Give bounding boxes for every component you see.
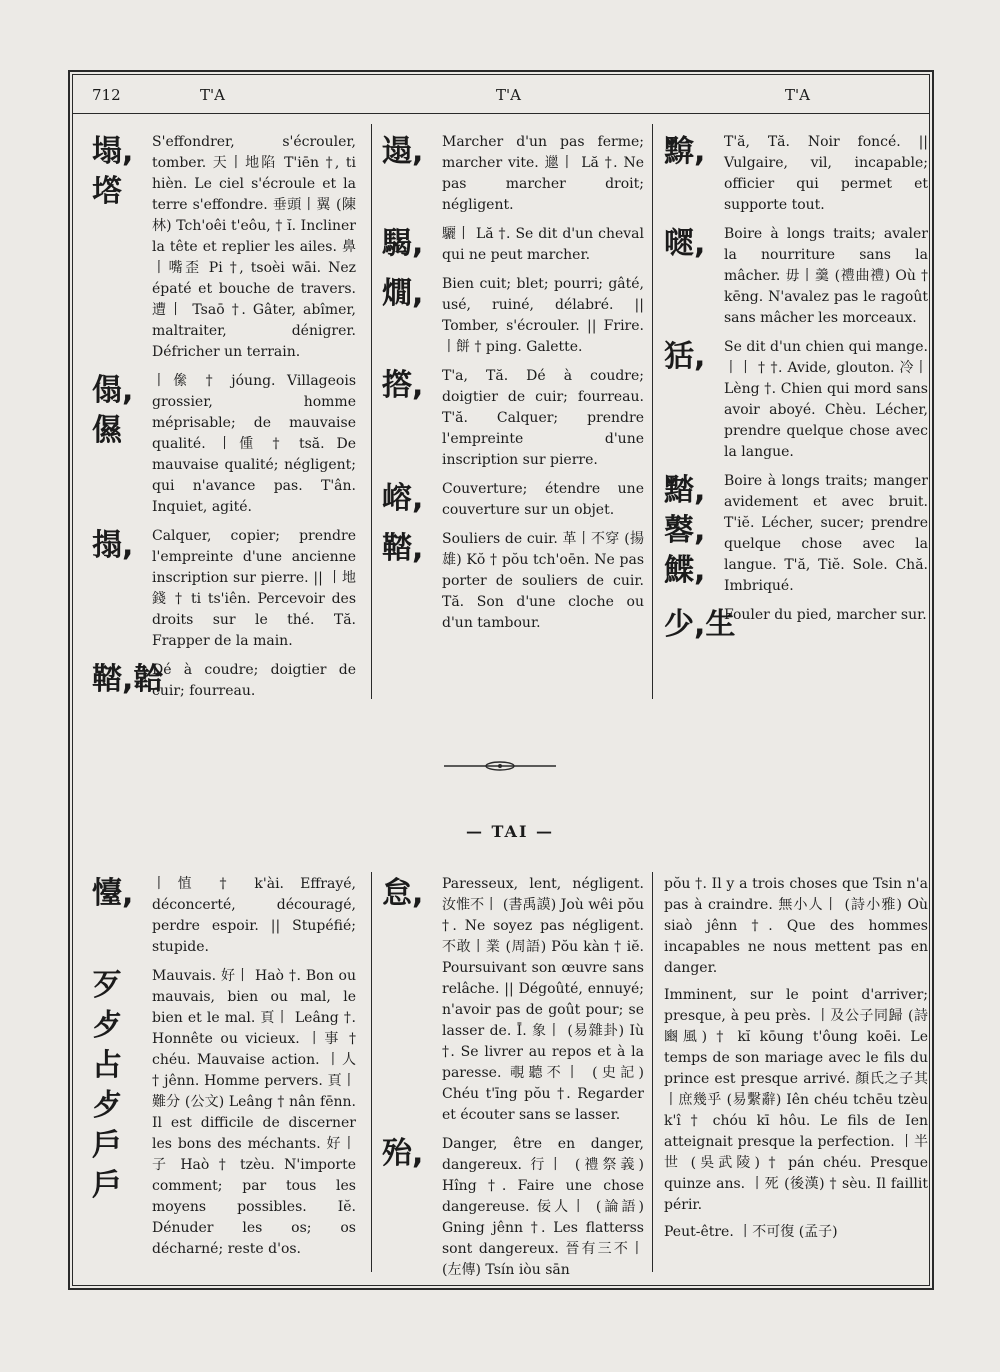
entry-character: 騔, (382, 226, 424, 261)
entry-characters (382, 132, 442, 216)
entry-character: 怠, (382, 876, 424, 911)
entry-definition: Dé à coudre; doigtier de cuir; fourreau. (152, 662, 356, 699)
dictionary-entry (382, 132, 644, 216)
column-rule-2-top (652, 124, 653, 699)
entry-character: 鰈, (664, 553, 706, 588)
entry-definition: 丨㒍 † jóung. Villageois grossier, homme méprisable; de mauvaise qualité. 丨偅 † tsă. De mauvaise qualité; négligent; qui n'avance pas. T'ân. Inquiet, agité. (152, 373, 356, 515)
header-left: T'A (200, 86, 225, 104)
column-rule-1-bottom (371, 872, 372, 1272)
entry-character: 鞜, (382, 531, 424, 566)
entry-definition: Bien cuit; blet; pourri; gâté, usé, ruiné, délabré. || Tomber, s'écrouler. || Frire. 丨餅 † ping. Galette. (442, 276, 644, 355)
dictionary-entry (92, 874, 356, 958)
entry-definition: 丨㥀 † k'ài. Effrayé, déconcerté, découragé, perdre espoir. || Stupéfié; stupide. (152, 876, 356, 955)
entry-character: 黭, (664, 134, 706, 169)
entry-character: 占 (92, 1048, 122, 1083)
entry-character: 少,生 (664, 607, 736, 642)
continued-text: Imminent, sur le point d'arriver; presque, à peu près. 丨及公子同歸 (詩豳風) † kĭ kōung t'ôung koēi. Le temps de son mariage avec le fils du prince est presque arrivé. 顏氏之子其丨庶幾乎 (易繫辭) Iên chéu tchēu tzèu k'î † chóu kī hôu. Le fils de Ien atteignait presque la perfection. 丨半世 (吳武陵) † pán chéu. Presque quinze ans. 丨死 (後漢) † sèu. Il faillit périr. (664, 987, 928, 1213)
continued-text: Peut-être. 丨不可復 (孟子) (664, 1224, 838, 1240)
header-center: T'A (496, 86, 521, 104)
dictionary-entry (382, 1134, 644, 1281)
dictionary-entry (664, 132, 928, 216)
entry-characters (92, 660, 164, 702)
entry-definition: S'effondrer, s'écrouler, tomber. 天丨地陷 T'iēn †, ti hièn. Le ciel s'écroule et la terre s'effondre. 垂頭丨翼 (陳林) Tch'oêi t'eôu, † ĭ. Incliner la tête et replier les ailes. 鼻丨嘴歪 Pi †, tsoèi wāi. Nez épaté et bouche de travers. 遭丨 Tsaō †. Gâter, abîmer, maltraiter, dénigrer. Défricher un terrain. (152, 134, 356, 360)
column-2-bottom (382, 874, 644, 1289)
entry-character: 戶 (92, 1168, 122, 1203)
column-2-top (382, 132, 644, 642)
entry-characters (382, 366, 442, 471)
dictionary-entry (92, 371, 356, 518)
dictionary-entry (664, 224, 928, 329)
section-title: — TAI — (465, 822, 555, 841)
entry-definition: 驪丨 Lă †. Se dit d'un cheval qui ne peut marcher. (442, 226, 644, 263)
dictionary-entry (382, 479, 644, 521)
entry-characters (382, 274, 442, 358)
entry-characters (92, 874, 152, 958)
entry-character: 䵬, (664, 473, 706, 508)
entry-character: 歺 (92, 1008, 122, 1043)
entry-definition: Couverture; étendre une couverture sur un objet. (442, 481, 644, 518)
column-3-bottom (664, 874, 928, 1249)
entry-character: 嚃, (664, 226, 706, 261)
entry-definition: Boire à longs traits; avaler la nourriture sans la mâcher. 毋丨羹 (禮曲禮) Où † kēng. N'avalez pas le ragoût sans mâcher les morceaux. (724, 226, 928, 326)
entry-character: 歹 (92, 968, 122, 1003)
dictionary-entry (382, 529, 644, 634)
entry-character: 懛, (92, 876, 134, 911)
column-3-top (664, 132, 928, 653)
header-rule (72, 113, 930, 114)
entry-definition: T'a, Tă. Dé à coudre; doigtier de cuir; fourreau. T'ă. Calquer; prendre l'empreinte d'une inscription sur pierre. (442, 368, 644, 468)
entry-characters (664, 224, 724, 329)
entry-definition: Calquer, copier; prendre l'empreinte d'une ancienne inscription sur pierre. || 丨地錢 † ti ts'iên. Percevoir des droits sur le thé. Tă. Frapper de la main. (152, 528, 356, 649)
entry-character: 殆, (382, 1136, 424, 1171)
entry-characters (664, 337, 724, 463)
header-right: T'A (785, 86, 810, 104)
entry-characters (382, 1134, 442, 1281)
entry-character: 遢, (382, 134, 424, 169)
entry-characters (92, 371, 152, 518)
dictionary-entry (382, 274, 644, 358)
dictionary-entry (92, 966, 356, 1260)
dictionary-entry (92, 526, 356, 652)
dictionary-entry (92, 660, 356, 702)
entry-characters (382, 874, 442, 1126)
dictionary-entry (382, 366, 644, 471)
entry-character: 狧, (664, 339, 706, 374)
entry-character: 鞜,韐 (92, 662, 164, 697)
dictionary-entry (92, 132, 356, 363)
entry-character: 傝, (92, 373, 134, 408)
entry-characters (664, 471, 724, 597)
ornament-divider (440, 756, 560, 776)
entry-definition: Fouler du pied, marcher sur. (724, 607, 927, 623)
entry-character: 儑 (92, 413, 122, 448)
entry-characters (382, 479, 442, 521)
entry-definition: T'ă, Tă. Noir foncé. || Vulgaire, vil, incapable; officier qui permet et supporte tout. (724, 134, 928, 213)
entry-character: 䶀, (664, 513, 706, 548)
entry-characters (382, 224, 442, 266)
entry-characters (92, 966, 152, 1260)
column-1-top (92, 132, 356, 710)
entry-definition: Se dit d'un chien qui mange. 丨丨 † †. Avide, glouton. 冷丨 Lèng †. Chien qui mord sans avoir aboyé. Chèu. Lécher, prendre quelque chose avec la langue. (724, 339, 928, 460)
column-rule-1-top (371, 124, 372, 699)
continued-text: pŏu †. Il y a trois choses que Tsin n'a pas à craindre. 無小人丨 (詩小雅) Où siaò jênn †. Que des hommes incapables ne nous mettent pas en danger. (664, 876, 928, 976)
entry-character: 塌, (92, 134, 134, 169)
entry-character: 撘, (382, 368, 424, 403)
entry-character: 燗, (382, 276, 424, 311)
entry-character: 歺 (92, 1088, 122, 1123)
dictionary-entry (664, 337, 928, 463)
entry-definition: Souliers de cuir. 革丨不穿 (揚雄) Kŏ † pŏu tch'oēn. Ne pas porter de souliers de cuir. Tă. Son d'une cloche ou d'un tambour. (442, 531, 644, 631)
dictionary-entry (382, 224, 644, 266)
column-1-bottom (92, 874, 356, 1268)
entry-characters (664, 605, 736, 645)
entry-definition: Boire à longs traits; manger avidement et avec bruit. T'iĕ. Lécher, sucer; prendre quelque chose avec la langue. T'ă, Tiĕ. Sole. Chă. Imbriqué. (724, 473, 928, 594)
entry-definition: Marcher d'un pas ferme; marcher vite. 邋丨 Lă †. Ne pas marcher droit; négligent. (442, 134, 644, 213)
entry-character: 搨, (92, 528, 134, 563)
page-number: 712 (92, 86, 121, 104)
dictionary-entry (664, 471, 928, 597)
entry-definition: Paresseux, lent, négligent. 汝惟不丨 (書禹謨) Joù wêi pŏu †. Ne soyez pas négligent. 不敢丨業 (周語) Pŏu kàn † iĕ. Poursuivant son œuvre sans relâche. || Dégoûté, ennuyé; n'avoir pas de goût pour; se lasser de. Ī. 象丨 (易雜卦) Iù †. Se livrer au repos et à la paresse. 覗聽不丨 (史記) Chéu t'īng pŏu †. Regarder et écouter sans se lasser. (442, 876, 644, 1123)
entry-character: 㙮 (92, 174, 122, 209)
entry-characters (92, 132, 152, 363)
entry-characters (664, 132, 724, 216)
column-rule-2-bottom (652, 872, 653, 1272)
entry-character: 嵱, (382, 481, 424, 516)
dictionary-entry (664, 605, 928, 645)
entry-characters (382, 529, 442, 634)
dictionary-entry (382, 874, 644, 1126)
entry-character: 戶 (92, 1128, 122, 1163)
entry-definition: Danger, être en danger, dangereux. 行丨 (禮祭義) Hîng †. Faire une chose dangereuse. 佞人丨 (論語) Gning jênn †. Les flatterss sont dangereux. 晉有三不丨 (左傳) Tsín iòu sān (442, 1136, 644, 1278)
entry-definition: Mauvais. 好丨 Haò †. Bon ou mauvais, bien ou mal, le bien et le mal. 頁丨 Leâng †. Honnête ou vicieux. 丨事 † chéu. Mauvaise action. 丨人 † jênn. Homme pervers. 頁丨難分 (公文) Leâng † nân fēnn. Il est difficile de discerner les bons des méchants. 好丨子 Haò † tzèu. N'importe comment; par tous les moyens possibles. Iĕ. Dénuder les os; os décharné; reste d'os. (152, 968, 356, 1257)
entry-characters (92, 526, 152, 652)
